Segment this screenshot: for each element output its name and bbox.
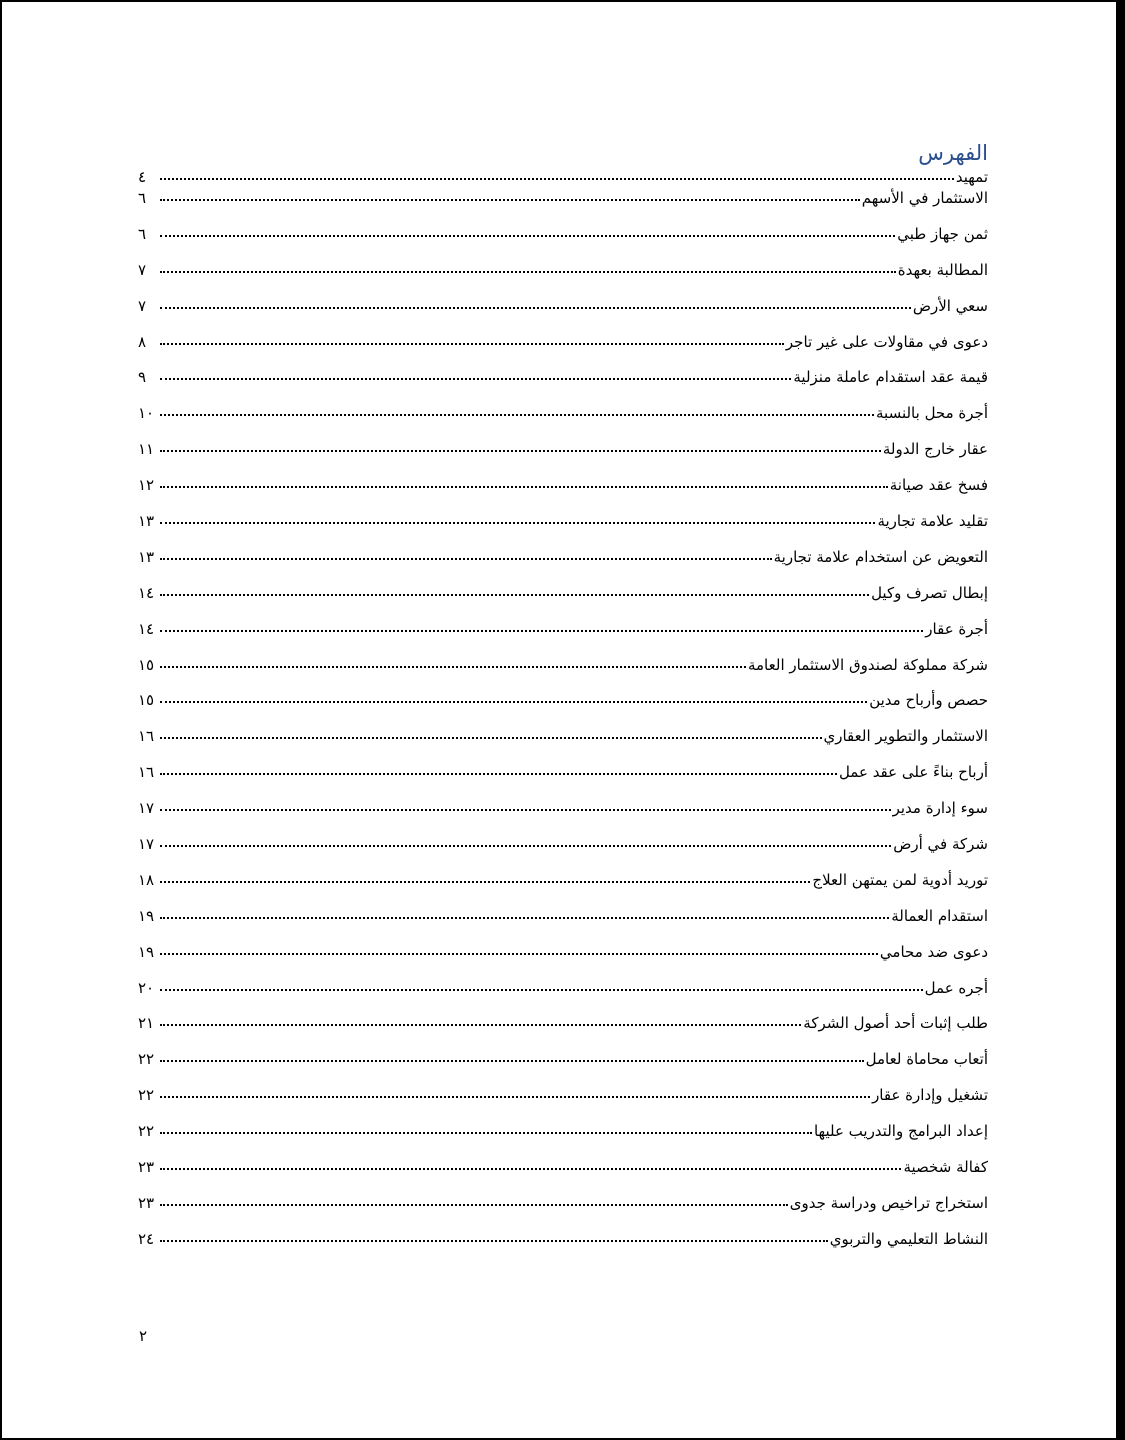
toc-entry[interactable] bbox=[138, 1122, 988, 1158]
toc-dot-leader bbox=[160, 917, 889, 919]
toc-entry-title: استخراج تراخيص ودراسة جدوى bbox=[789, 1193, 988, 1212]
toc-entry-page: ١٦ bbox=[138, 763, 155, 782]
toc-dot-leader bbox=[160, 773, 837, 775]
toc-dot-leader bbox=[160, 343, 784, 345]
toc-entry-title: النشاط التعليمي والتربوي bbox=[829, 1229, 988, 1248]
toc-dot-leader bbox=[160, 1204, 788, 1206]
toc-entry[interactable] bbox=[138, 333, 988, 369]
document-page bbox=[2, 2, 1116, 1438]
toc-entry-page: ١٩ bbox=[138, 942, 155, 961]
toc-entry-title: كفالة شخصية bbox=[903, 1158, 988, 1177]
toc-dot-leader bbox=[160, 1240, 828, 1242]
toc-dot-leader bbox=[160, 989, 923, 991]
toc-entry[interactable] bbox=[138, 871, 988, 907]
toc-entry-page: ١٥ bbox=[138, 655, 155, 674]
toc-entry-page: ١٥ bbox=[138, 691, 155, 710]
toc-dot-leader bbox=[160, 271, 896, 273]
toc-entry-title: إبطال تصرف وكيل bbox=[871, 583, 988, 602]
toc-dot-leader bbox=[160, 199, 860, 201]
toc-entry[interactable] bbox=[138, 1158, 988, 1194]
toc-entry-title: دعوى في مقاولات على غير تاجر bbox=[785, 332, 988, 351]
toc-entry-page: ٧ bbox=[138, 296, 147, 315]
toc-dot-leader bbox=[160, 378, 791, 380]
toc-entry-title: حصص وأرباح مدين bbox=[869, 691, 988, 710]
toc-entry-title: أجرة عقار bbox=[925, 619, 988, 638]
toc-entry-page: ٦ bbox=[138, 189, 147, 207]
toc-entry-title: عقار خارج الدولة bbox=[882, 440, 988, 459]
toc-entry[interactable] bbox=[138, 763, 988, 799]
toc-entry-title: أجرة محل بالنسبة bbox=[876, 404, 988, 423]
toc-entry-title: شركة مملوكة لصندوق الاستثمار العامة bbox=[747, 655, 988, 674]
toc-entry[interactable] bbox=[138, 1014, 988, 1050]
toc-entry[interactable] bbox=[138, 835, 988, 871]
toc-entry[interactable] bbox=[138, 656, 988, 692]
toc-dot-leader bbox=[160, 809, 891, 811]
toc-entry[interactable] bbox=[138, 1086, 988, 1122]
toc-dot-leader bbox=[160, 558, 772, 560]
toc-entry-page: ١١ bbox=[138, 440, 155, 459]
toc-entry-page: ١٣ bbox=[138, 547, 155, 566]
toc-entry-title: أرباح بناءً على عقد عمل bbox=[838, 763, 988, 782]
toc-entry-title: الاستثمار والتطوير العقاري bbox=[823, 727, 988, 746]
toc-entry-page: ٩ bbox=[138, 368, 147, 387]
toc-entry-title: شركة في أرض bbox=[893, 835, 988, 854]
toc-entry[interactable] bbox=[138, 548, 988, 584]
toc-entry-title: توريد أدوية لمن يمتهن العلاج bbox=[812, 870, 988, 889]
toc-entry[interactable] bbox=[138, 440, 988, 476]
toc-dot-leader bbox=[160, 594, 869, 596]
toc-dot-leader bbox=[160, 1060, 864, 1062]
toc-entry-title: سعي الأرض bbox=[912, 296, 988, 315]
toc-dot-leader bbox=[160, 1132, 812, 1134]
toc-dot-leader bbox=[160, 178, 954, 180]
toc-entry[interactable] bbox=[138, 691, 988, 727]
toc-entry-title: سوء إدارة مدير bbox=[892, 799, 988, 818]
toc-entry-title: قيمة عقد استقدام عاملة منزلية bbox=[793, 368, 988, 387]
toc-entry-page: ٧ bbox=[138, 260, 147, 279]
toc-entry[interactable] bbox=[138, 261, 988, 297]
toc-entry-page: ١٧ bbox=[138, 799, 155, 818]
toc-entry[interactable] bbox=[138, 1050, 988, 1086]
toc-dot-leader bbox=[160, 307, 911, 309]
toc-entry[interactable] bbox=[138, 620, 988, 656]
toc-entry-title: طلب إثبات أحد أصول الشركة bbox=[803, 1014, 988, 1033]
toc-entry-title: إعداد البرامج والتدريب عليها bbox=[813, 1122, 988, 1141]
toc-entry-page: ٢٤ bbox=[138, 1229, 155, 1248]
toc-entry[interactable] bbox=[138, 368, 988, 404]
toc-entry[interactable] bbox=[138, 512, 988, 548]
toc-entry-page: ٢٢ bbox=[138, 1122, 155, 1141]
toc-entry-page: ١٨ bbox=[138, 870, 155, 889]
toc-dot-leader bbox=[160, 450, 881, 452]
toc-entry-page: ٢٢ bbox=[138, 1086, 155, 1105]
toc-entry-page: ١٣ bbox=[138, 512, 155, 531]
toc-dot-leader bbox=[160, 486, 888, 488]
toc-entry-page: ١٤ bbox=[138, 619, 155, 638]
toc-dot-leader bbox=[160, 630, 923, 632]
toc-entry-page: ٢٣ bbox=[138, 1193, 155, 1212]
toc-entry-page: ٦ bbox=[138, 224, 147, 243]
toc-entry-page: ٢٠ bbox=[138, 978, 155, 997]
toc-entry-page: ٢١ bbox=[138, 1014, 155, 1033]
toc-entry[interactable] bbox=[138, 727, 988, 763]
toc-entry[interactable] bbox=[138, 297, 988, 333]
toc-entry-title: أجره عمل bbox=[924, 978, 988, 997]
toc-entry[interactable] bbox=[138, 584, 988, 620]
toc-entry[interactable] bbox=[138, 168, 988, 189]
toc-dot-leader bbox=[160, 881, 810, 883]
toc-entry-title: فسخ عقد صيانة bbox=[889, 476, 988, 495]
toc-entry[interactable] bbox=[138, 1194, 988, 1230]
toc-entry[interactable] bbox=[138, 1230, 988, 1266]
toc-entry-title: المطالبة بعهدة bbox=[897, 260, 988, 279]
toc-dot-leader bbox=[160, 666, 746, 668]
toc-entry-title: استقدام العمالة bbox=[891, 906, 988, 925]
toc-entry[interactable] bbox=[138, 943, 988, 979]
toc-entry[interactable] bbox=[138, 907, 988, 943]
toc-entry-title: أتعاب محاماة لعامل bbox=[865, 1050, 988, 1069]
table-of-contents bbox=[138, 168, 988, 1266]
toc-entry-title: ثمن جهاز طبي bbox=[897, 224, 988, 243]
toc-dot-leader bbox=[160, 737, 822, 739]
toc-entry-page: ٤ bbox=[138, 168, 147, 186]
page-number: ٢ bbox=[139, 1327, 148, 1345]
toc-title: الفهرس bbox=[918, 141, 988, 165]
toc-entry-title: تشغيل وإدارة عقار bbox=[872, 1086, 988, 1105]
toc-dot-leader bbox=[160, 845, 891, 847]
toc-entry[interactable] bbox=[138, 979, 988, 1015]
toc-dot-leader bbox=[160, 701, 867, 703]
toc-entry-page: ٢٣ bbox=[138, 1158, 155, 1177]
toc-entry-page: ٢٢ bbox=[138, 1050, 155, 1069]
toc-entry-page: ٨ bbox=[138, 332, 147, 351]
toc-dot-leader bbox=[160, 953, 878, 955]
toc-entry-title: الاستثمار في الأسهم bbox=[861, 189, 988, 207]
toc-entry-title: دعوى ضد محامي bbox=[879, 942, 988, 961]
toc-entry-title: التعويض عن استخدام علامة تجارية bbox=[773, 547, 988, 566]
toc-dot-leader bbox=[160, 414, 874, 416]
toc-entry-page: ١٧ bbox=[138, 835, 155, 854]
toc-entry-page: ١٦ bbox=[138, 727, 155, 746]
toc-dot-leader bbox=[160, 1096, 870, 1098]
toc-entry-page: ١٩ bbox=[138, 906, 155, 925]
toc-entry[interactable] bbox=[138, 404, 988, 440]
toc-dot-leader bbox=[160, 235, 895, 237]
toc-dot-leader bbox=[160, 1168, 901, 1170]
toc-entry-page: ١٤ bbox=[138, 583, 155, 602]
toc-entry-title: تقليد علامة تجارية bbox=[877, 512, 988, 531]
toc-entry-page: ١٠ bbox=[138, 404, 155, 423]
toc-entry-title: تمهيد bbox=[955, 168, 988, 186]
toc-entry[interactable] bbox=[138, 799, 988, 835]
toc-entry[interactable] bbox=[138, 189, 988, 225]
toc-entry[interactable] bbox=[138, 225, 988, 261]
toc-dot-leader bbox=[160, 1024, 801, 1026]
toc-entry-page: ١٢ bbox=[138, 476, 155, 495]
toc-entry[interactable] bbox=[138, 476, 988, 512]
toc-dot-leader bbox=[160, 522, 875, 524]
